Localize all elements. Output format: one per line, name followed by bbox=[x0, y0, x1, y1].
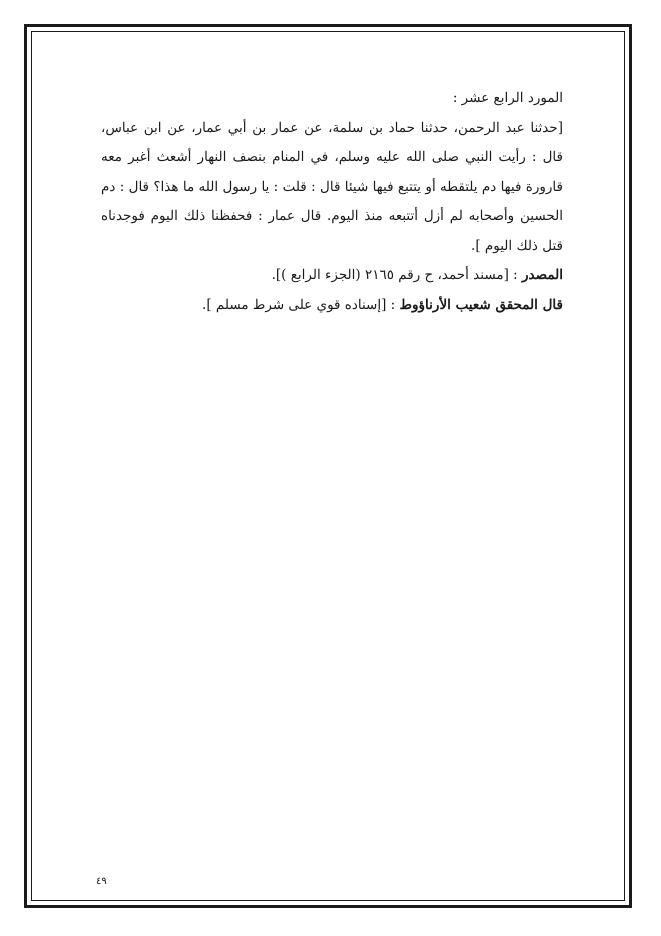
verifier-value: [إسناده قوي على شرط مسلم ]. bbox=[202, 296, 387, 313]
source-separator: : bbox=[508, 267, 523, 283]
page-number: ٤٩ bbox=[96, 876, 107, 887]
verifier-separator: : bbox=[386, 296, 400, 313]
source-label: المصدر bbox=[522, 267, 563, 283]
hadith-text: [حدثنا عبد الرحمن، حدثنا حماد بن سلمة، عن عمار بن أبي عمار، عن ابن عباس، قال : رأيت النبي صلى الله عليه وسلم، في المنام بنصف النهار أشعث أغبر معه قارورة فيها دم يلتقطه أو يتتبع فيها شيئا قال : قلت : يا رسول الله ما هذا؟ قال : دم الحسين وأصحابه لم أزل أتتبعه منذ اليوم. قال عمار : فحفظنا ذلك اليوم فوجدناه قتل ذلك اليوم ]. bbox=[101, 119, 563, 254]
source-line bbox=[101, 261, 563, 291]
source-value: [مسند أحمد، ح رقم ٢١٦٥ (الجزء الرابع )]. bbox=[271, 267, 509, 283]
verifier-label: قال المحقق شعيب الأرناؤوط bbox=[399, 296, 563, 313]
section-heading: المورد الرابع عشر : bbox=[452, 90, 563, 106]
verifier-line bbox=[101, 291, 563, 321]
page-content bbox=[101, 84, 563, 320]
